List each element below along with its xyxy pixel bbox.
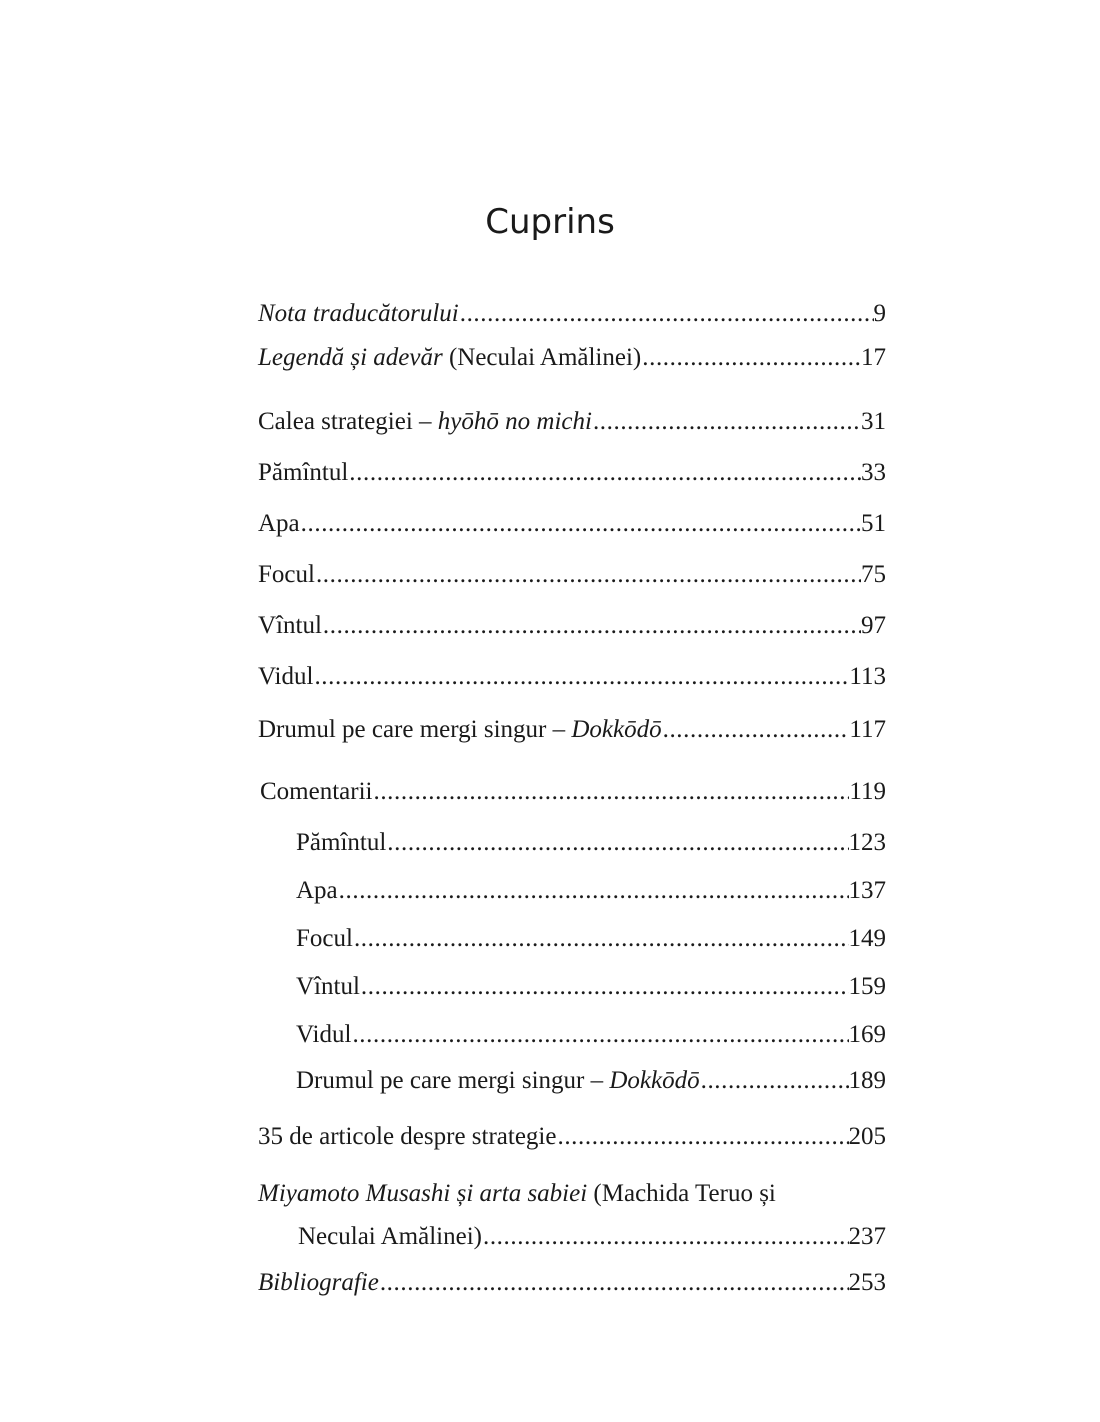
toc-entry-pamintul[interactable] [258, 455, 886, 491]
toc-subentry-apa[interactable] [296, 873, 886, 909]
toc-entry-page: 253 [848, 1269, 886, 1296]
toc-entry-label: 35 de articole despre strategie [258, 1123, 557, 1150]
dot-leader [372, 774, 849, 810]
toc-entry-page: 149 [848, 925, 886, 952]
dot-leader [556, 1119, 848, 1155]
toc-subentry-drumul[interactable] [296, 1063, 886, 1099]
toc-entry-page: 159 [848, 973, 886, 1000]
toc-entry-page: 123 [848, 829, 886, 856]
dot-leader [386, 825, 848, 861]
toc-entry-page: 31 [861, 408, 886, 435]
dot-leader [379, 1265, 849, 1301]
toc-entry-label: Nota traducătorului [258, 300, 459, 327]
dot-leader [592, 404, 861, 440]
dot-leader [322, 608, 861, 644]
toc-entry-vintul[interactable] [258, 608, 886, 644]
dot-leader [353, 921, 849, 957]
toc-entry-page: 9 [873, 300, 886, 327]
dot-leader [700, 1063, 849, 1099]
toc-entry-calea-strategiei[interactable] [258, 404, 886, 440]
toc-entry-label: Apa [258, 510, 300, 537]
toc-entry-label: Drumul pe care mergi singur – Dokkōdō [296, 1067, 700, 1094]
toc-entry-miyamoto-musashi[interactable] [258, 1176, 886, 1212]
dot-leader [338, 873, 849, 909]
toc-entry-page: 237 [848, 1223, 886, 1250]
dot-leader [459, 296, 874, 332]
toc-entry-miyamoto-musashi-continuation[interactable] [298, 1219, 886, 1255]
dot-leader [348, 455, 861, 491]
toc-entry-vidul[interactable] [258, 659, 886, 695]
toc-entry-bibliografie[interactable] [258, 1265, 886, 1301]
toc-entry-apa[interactable] [258, 506, 886, 542]
toc-entry-legenda-si-adevar[interactable] [258, 340, 886, 376]
toc-entry-label: Focul [296, 925, 353, 952]
toc-entry-page: 51 [861, 510, 886, 537]
toc-entry-label: Vidul [258, 663, 314, 690]
dot-leader [315, 557, 861, 593]
toc-subentry-vidul[interactable] [296, 1017, 886, 1053]
dot-leader [641, 340, 861, 376]
toc-entry-label: Apa [296, 877, 338, 904]
toc-entry-label-suffix: (Machida Teruo și [587, 1180, 776, 1207]
toc-entry-label: Pămîntul [258, 459, 349, 486]
toc-entry-label: Neculai Amălinei) [298, 1223, 482, 1250]
toc-entry-label: Miyamoto Musashi și arta sabiei [258, 1180, 588, 1207]
toc-entry-page: 33 [861, 459, 886, 486]
toc-entry-drumul[interactable] [258, 712, 886, 748]
toc-subentry-focul[interactable] [296, 921, 886, 957]
toc-entry-35-articole[interactable] [258, 1119, 886, 1155]
toc-entry-page: 113 [849, 663, 886, 690]
toc-entry-comentarii[interactable] [260, 774, 886, 810]
toc-entry-page: 17 [861, 344, 886, 371]
toc-subentry-pamintul[interactable] [296, 825, 886, 861]
toc-entry-label: Bibliografie [258, 1269, 379, 1296]
toc-entry-label: Focul [258, 561, 315, 588]
dot-leader [482, 1219, 849, 1255]
dot-leader [351, 1017, 848, 1053]
toc-entry-nota-traducatorului[interactable] [258, 296, 886, 332]
toc-subentry-vintul[interactable] [296, 969, 886, 1005]
toc-entry-page: 119 [849, 778, 886, 805]
toc-entry-page: 137 [848, 877, 886, 904]
toc-entry-page: 205 [848, 1123, 886, 1150]
page-title: Cuprins [485, 202, 615, 242]
toc-entry-label: Comentarii [260, 778, 373, 805]
toc-entry-page: 75 [861, 561, 886, 588]
toc-entry-focul[interactable] [258, 557, 886, 593]
toc-entry-page: 97 [861, 612, 886, 639]
toc-entry-page: 189 [848, 1067, 886, 1094]
toc-entry-label: Drumul pe care mergi singur – Dokkōdō [258, 716, 662, 743]
dot-leader [360, 969, 849, 1005]
toc-entry-page: 117 [849, 716, 886, 743]
toc-entry-label: Pămîntul [296, 829, 387, 856]
toc-entry-label: Vidul [296, 1021, 352, 1048]
toc-entry-page: 169 [848, 1021, 886, 1048]
toc-entry-label: Legendă și adevăr (Neculai Amălinei) [258, 344, 642, 371]
dot-leader [300, 506, 861, 542]
toc-entry-label: Vîntul [296, 973, 360, 1000]
dot-leader [662, 712, 850, 748]
toc-entry-label: Calea strategiei – hyōhō no michi [258, 408, 592, 435]
dot-leader [313, 659, 849, 695]
toc-entry-label: Vîntul [258, 612, 322, 639]
